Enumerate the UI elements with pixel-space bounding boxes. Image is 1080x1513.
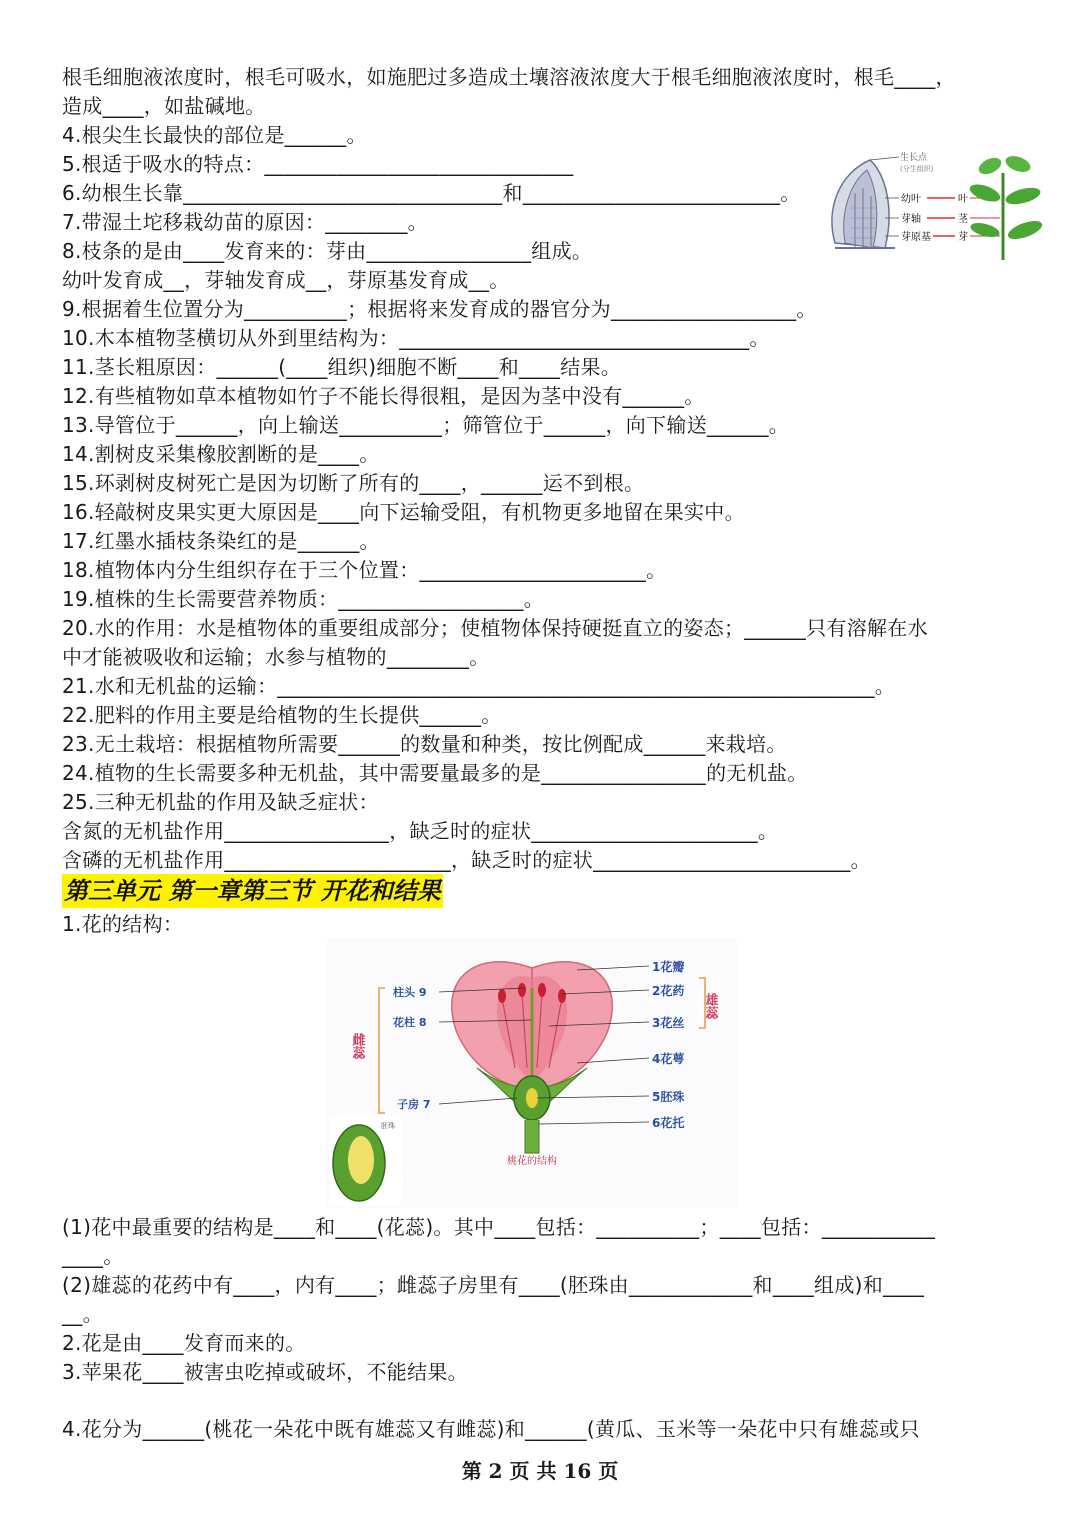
seedling-icon [968,153,1045,260]
ovule-inset [329,1116,401,1206]
text-line: 3.苹果花____被害虫吃掉或破坏，不能结果。 [62,1360,468,1384]
text-line: __。 [62,1302,103,1326]
bud-target-leaf: 叶 [958,194,968,205]
text-line: 15.环剥树皮树死亡是因为切断了所有的____，______运不到根。 [62,471,645,495]
text-line: (2)雄蕊的花药中有____，内有____；雌蕊子房里有____(胚珠由____________和____组成)和____ [62,1273,925,1297]
flower-caption: 桃花的结构 [507,1156,557,1167]
bud-structure-figure [815,148,1055,266]
bud-label-bud-axis: 芽轴 [901,214,921,225]
text-line: 根毛细胞液浓度时，根毛可吸水，如施肥过多造成土壤溶液浓度大于根毛细胞液浓度时，根毛____， [62,65,956,89]
section-heading: 第三单元 第一章第三节 开花和结果 [62,874,443,908]
page-footer: 第 2 页 共 16 页 [461,1459,619,1483]
flower-structure-figure [327,938,737,1208]
text-line: ____。 [62,1244,124,1268]
text-line: 4.根尖生长最快的部位是______。 [62,123,367,147]
text-line: 7.带湿土坨移栽幼苗的原因：________。 [62,210,428,234]
flower-label-anther: 2花药 [652,984,685,998]
bud-target-stem: 茎 [958,214,968,225]
text-line: 9.根据着生位置分为__________；根据将来发育成的器官分为__________________。 [62,297,817,321]
text-line: 13.导管位于______，向上输送__________；筛管位于______，向下输送______。 [62,413,790,437]
inset-label: 胚珠 [381,1122,395,1130]
bud-drawing [832,160,895,248]
text-line: 21.水和无机盐的运输：__________________________________________________________。 [62,674,896,698]
flower-label-ovary: 子房 7 [397,1098,431,1111]
text-line: 6.幼根生长靠_______________________________和_________________________。 [62,181,801,205]
text-line: 20.水的作用：水是植物体的重要组成部分；使植物体保持硬挺直立的姿态；______只有溶解在水 [62,616,928,640]
bud-label-tip: 生长点 [900,153,928,163]
text-line: 14.割树皮采集橡胶割断的是____。 [62,442,380,466]
text-line: 16.轻敲树皮果实更大原因是____向下运输受阻，有机物更多地留在果实中。 [62,500,745,524]
text-line: 25.三种无机盐的作用及缺乏症状： [62,790,379,814]
flower-label-sepal: 4花萼 [652,1052,685,1066]
text-line: 22.肥料的作用主要是给植物的生长提供______。 [62,703,502,727]
text-line: 12.有些植物如草本植物如竹子不能长得很粗，是因为茎中没有______。 [62,384,705,408]
text-line: 19.植株的生长需要营养物质：__________________。 [62,587,545,611]
text-line: 8.枝条的是由____发育来的：芽由________________组成。 [62,239,593,263]
bud-target-bud: 芽 [958,232,968,243]
text-line: 中才能被吸收和运输；水参与植物的________。 [62,645,490,669]
text-line: 1.花的结构： [62,912,184,936]
text-line: 4.花分为______(桃花一朵花中既有雄蕊又有雌蕊)和______(黄瓜、玉米等一朵花中只有雄蕊或只 [62,1417,920,1441]
flower-label-stigma: 柱头 9 [393,986,427,999]
flower-label-ovule: 5胚珠 [652,1090,685,1104]
text-line: 含氮的无机盐作用________________，缺乏时的症状______________________。 [62,819,779,843]
text-line: 造成____，如盐碱地。 [62,94,266,118]
bud-label-bud-primordium: 芽原基 [901,232,931,243]
text-line: 24.植物的生长需要多种无机盐，其中需要量最多的是________________的无机盐。 [62,761,808,785]
text-line: 含磷的无机盐作用______________________，缺乏时的症状_________________________。 [62,848,871,872]
text-line: (1)花中最重要的结构是____和____(花蕊)。其中____包括：__________；____包括：___________ [62,1215,936,1239]
flower-label-filament: 3花丝 [652,1016,685,1030]
text-line: 23.无土栽培：根据植物所需要______的数量和种类，按比例配成______来栽培。 [62,732,787,756]
text-line: 2.花是由____发育而来的。 [62,1331,306,1355]
text-line: 18.植物体内分生组织存在于三个位置：______________________。 [62,558,667,582]
text-line: 11.茎长粗原因：______(____组织)细胞不断____和____结果。 [62,355,622,379]
flower-label-style: 花柱 8 [393,1016,427,1029]
bud-label-young-leaf: 幼叶 [901,194,921,205]
text-line: 5.根适于吸水的特点：______________________________ [62,152,574,176]
bud-label-tip-sub: (分生组织) [900,165,934,173]
flower-label-receptacle: 6花托 [652,1116,685,1130]
flower-label-petal: 1花瓣 [652,960,685,974]
flower-group-pistil: 雌蕊 [349,1033,365,1059]
flower-group-stamen: 雄蕊 [702,993,718,1019]
text-line: 17.红墨水插枝条染红的是______。 [62,529,380,553]
text-line: 10.木本植物茎横切从外到里结构为：__________________________________。 [62,326,770,350]
text-line: 幼叶发育成__，芽轴发育成__，芽原基发育成__。 [62,268,510,292]
